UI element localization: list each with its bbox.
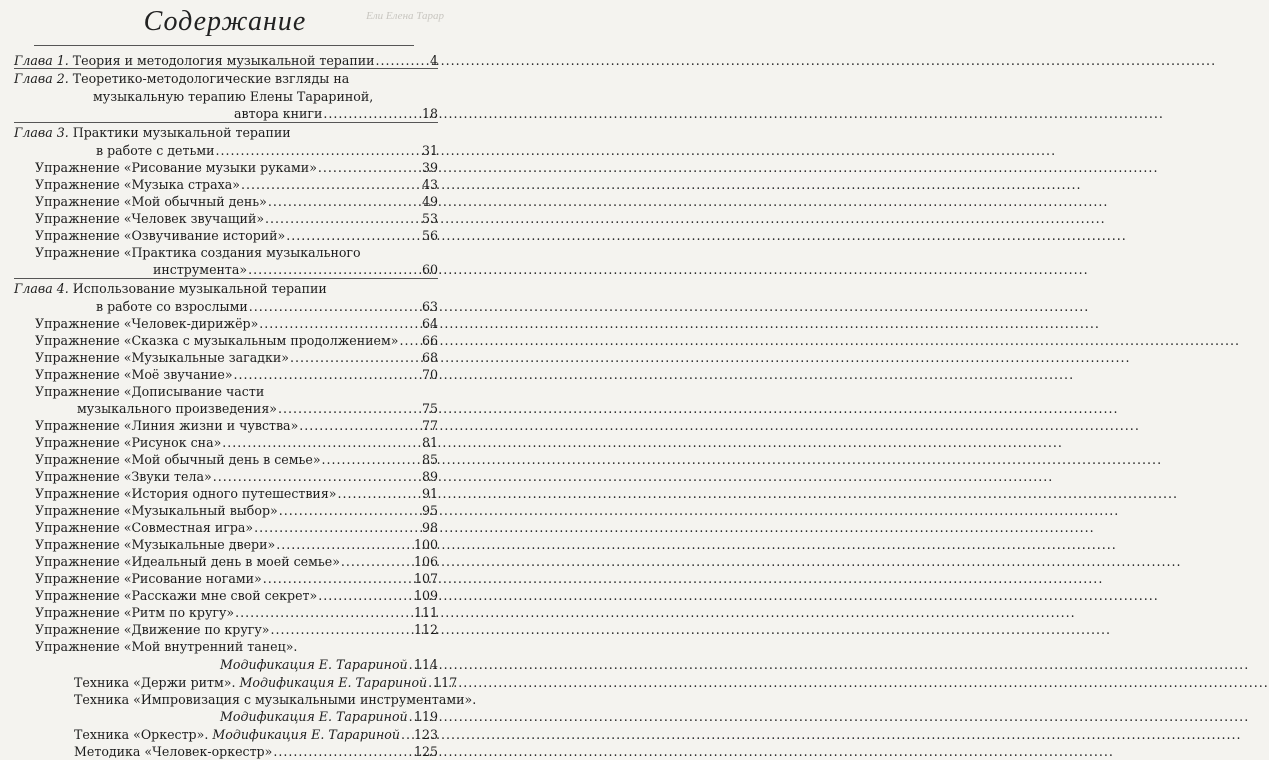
page-number: 125 (413, 744, 438, 759)
leader-dots (278, 400, 421, 417)
toc-entry (96, 298, 438, 315)
toc-entry (35, 570, 438, 587)
page-number: 4 (429, 53, 438, 68)
leader-dots (222, 434, 421, 451)
entry-text (35, 451, 321, 468)
entry-text (74, 743, 272, 760)
entry-text (35, 244, 361, 261)
entry-title: Упражнение «Мой внутренний танец». (35, 639, 298, 654)
entry-text (35, 210, 264, 227)
entry-title: Упражнение «Озвучивание историй» (35, 228, 286, 243)
leader-dots (318, 587, 413, 604)
entry-title: автора книги (234, 106, 323, 121)
page-title: Содержание (143, 6, 307, 37)
entry-title: Упражнение «Моё звучание» (35, 367, 233, 382)
entry-text (14, 70, 349, 87)
toc-entry (35, 638, 297, 655)
leader-dots (318, 159, 421, 176)
page-number: 64 (421, 316, 438, 331)
page-number: 117 (433, 675, 458, 690)
entry-text (14, 280, 327, 297)
page-number: 49 (421, 194, 438, 209)
section-divider (14, 278, 438, 279)
toc-entry (35, 485, 438, 502)
leader-dots (254, 519, 421, 536)
entry-attribution: Модификация Е. Тарариной (239, 675, 428, 690)
entry-title: Техника «Оркестр». (74, 727, 209, 742)
entry-text (35, 366, 233, 383)
entry-text (14, 124, 291, 141)
entry-text (35, 332, 398, 349)
toc-entry (220, 708, 438, 725)
entry-text (234, 105, 322, 122)
page-number: 70 (421, 367, 438, 382)
entry-text (35, 468, 212, 485)
toc-entry (74, 743, 438, 760)
entry-title: Упражнение «Музыкальные двери» (35, 537, 276, 552)
leader-dots (265, 210, 421, 227)
entry-title: музыкального произведения» (77, 401, 277, 416)
page-number: 109 (413, 588, 438, 603)
page-number: 43 (421, 177, 438, 192)
entry-title: Техника «Держи ритм». (74, 675, 236, 690)
entry-title: Упражнение «Сказка с музыкальным продолжением» (35, 333, 399, 348)
toc-entry (74, 726, 438, 743)
entry-title: Упражнение «Совместная игра» (35, 520, 254, 535)
entry-title: Практики музыкальной терапии (72, 125, 291, 140)
entry-title: Упражнение «Мой обычный день» (35, 194, 267, 209)
entry-title: Упражнение «Рисунок сна» (35, 435, 222, 450)
page-number: 111 (413, 605, 438, 620)
entry-title: Упражнение «Музыкальный выбор» (35, 503, 278, 518)
entry-title: музыкальную терапию Елены Тарариной, (93, 89, 374, 104)
page-number: 18 (421, 106, 438, 121)
entry-title: в работе со взрослыми (96, 299, 248, 314)
entry-text (74, 691, 476, 708)
entry-title: Упражнение «История одного путешествия» (35, 486, 337, 501)
entry-title: инструмента» (153, 262, 248, 277)
page-number: 100 (413, 537, 438, 552)
leader-dots (241, 176, 421, 193)
toc-entry (35, 176, 438, 193)
entry-text (35, 502, 278, 519)
entry-text (74, 726, 400, 743)
entry-text (35, 434, 221, 451)
toc-entry (35, 519, 438, 536)
leader-dots (276, 536, 413, 553)
toc-entry (220, 656, 438, 673)
entry-text (74, 674, 427, 691)
entry-title: Упражнение «Человек-дирижёр» (35, 316, 259, 331)
toc-entry (35, 621, 438, 638)
page-number: 75 (421, 401, 438, 416)
page-number: 114 (413, 657, 438, 672)
entry-text (35, 349, 289, 366)
toc-entry (35, 315, 438, 332)
entry-text (220, 708, 408, 725)
entry-text (35, 315, 258, 332)
leader-dots (341, 553, 413, 570)
entry-text (35, 570, 262, 587)
toc-entry (35, 332, 438, 349)
toc-entry (74, 691, 476, 708)
entry-attribution: Модификация Е. Тарариной (220, 657, 408, 672)
section-divider (14, 68, 438, 69)
page-number: 77 (421, 418, 438, 433)
entry-attribution: Модификация Е. Тарариной (212, 727, 401, 742)
page-number: 66 (421, 333, 438, 348)
page-number: 89 (421, 469, 438, 484)
page-number: 98 (421, 520, 438, 535)
toc-entry (35, 502, 438, 519)
entry-title: Методика «Человек-оркестр» (74, 744, 273, 759)
entry-text (35, 553, 340, 570)
page-number: 106 (413, 554, 438, 569)
entry-text (35, 227, 285, 244)
leader-dots (428, 674, 432, 691)
entry-text (77, 400, 277, 417)
entry-text (35, 383, 264, 400)
page-number: 68 (421, 350, 438, 365)
toc-entry (93, 88, 373, 105)
leader-dots (279, 502, 421, 519)
leader-dots (376, 52, 429, 69)
leader-dots (399, 332, 420, 349)
toc-entry (74, 674, 458, 691)
leader-dots (216, 142, 421, 159)
toc-entry (35, 604, 438, 621)
section-divider (14, 122, 438, 123)
page-number: 56 (421, 228, 438, 243)
leader-dots (322, 451, 421, 468)
page-number: 107 (413, 571, 438, 586)
page-number: 119 (413, 709, 438, 724)
toc-entry (35, 349, 438, 366)
toc-entry (35, 159, 438, 176)
toc-entry (96, 142, 438, 159)
entry-title: Упражнение «Рисование ногами» (35, 571, 262, 586)
toc-entry (153, 261, 438, 278)
page-number: 60 (421, 262, 438, 277)
entry-title: в работе с детьми (96, 143, 215, 158)
entry-title: Упражнение «Звуки тела» (35, 469, 212, 484)
toc-entry (35, 193, 438, 210)
toc-entry (35, 434, 438, 451)
toc-entry (77, 400, 438, 417)
leader-dots (323, 105, 421, 122)
chapter-label: Глава 2. (14, 71, 69, 86)
entry-title: Упражнение «Мой обычный день в семье» (35, 452, 321, 467)
entry-title: Упражнение «Движение по кругу» (35, 622, 270, 637)
chapter-heading (14, 52, 438, 69)
leader-dots (235, 604, 413, 621)
leader-dots (286, 227, 421, 244)
leader-dots (409, 656, 413, 673)
entry-attribution: Модификация Е. Тарариной (220, 709, 408, 724)
entry-title: Упражнение «Идеальный день в моей семье» (35, 554, 340, 569)
entry-title: Упражнение «Линия жизни и чувства» (35, 418, 299, 433)
entry-text (35, 638, 297, 655)
page-number: 95 (421, 503, 438, 518)
leader-dots (290, 349, 421, 366)
entry-text (35, 621, 270, 638)
entry-title: Теория и методология музыкальной терапии (72, 53, 375, 68)
entry-text (35, 519, 253, 536)
entry-title: Упражнение «Ритм по кругу» (35, 605, 235, 620)
chapter-label: Глава 4. (14, 281, 69, 296)
page-number: 63 (421, 299, 438, 314)
page-number: 81 (421, 435, 438, 450)
page-number: 39 (421, 160, 438, 175)
toc-entry (35, 587, 438, 604)
entry-text (96, 298, 248, 315)
entry-text (35, 485, 336, 502)
page-number: 91 (421, 486, 438, 501)
toc-entry (35, 536, 438, 553)
entry-title: Использование музыкальной терапии (72, 281, 327, 296)
chapter-label: Глава 3. (14, 125, 69, 140)
toc-entry (35, 417, 438, 434)
entry-title: Упражнение «Практика создания музыкального (35, 245, 361, 260)
entry-text (35, 193, 267, 210)
toc-entry (35, 210, 438, 227)
toc-entry (35, 553, 438, 570)
chapter-label: Глава 1. (14, 53, 69, 68)
contents-page (0, 0, 477, 759)
leader-dots (401, 726, 413, 743)
entry-title: Упражнение «Музыкальные загадки» (35, 350, 289, 365)
leader-dots (249, 298, 421, 315)
chapter-heading (14, 124, 291, 141)
entry-title: Упражнение «Рисование музыки руками» (35, 160, 317, 175)
leader-dots (299, 417, 421, 434)
entry-text (14, 52, 375, 69)
leader-dots (273, 743, 413, 760)
chapter-heading (14, 280, 327, 297)
entry-text (35, 417, 298, 434)
leader-dots (409, 708, 413, 725)
toc-entry (35, 244, 361, 261)
leader-dots (271, 621, 413, 638)
page-number: 112 (413, 622, 438, 637)
leader-dots (248, 261, 421, 278)
page-number: 31 (421, 143, 438, 158)
entry-text (35, 604, 234, 621)
entry-text (35, 159, 317, 176)
chapter-heading (14, 70, 349, 87)
entry-title: Техника «Импровизация с музыкальными инструментами». (74, 692, 477, 707)
entry-text (93, 88, 373, 105)
toc-entry (35, 451, 438, 468)
entry-title: Упражнение «Расскажи мне свой секрет» (35, 588, 318, 603)
entry-text (35, 536, 275, 553)
leader-dots (337, 485, 420, 502)
entry-title: Упражнение «Музыка страха» (35, 177, 240, 192)
page-number: 123 (413, 727, 438, 742)
entry-title: Теоретико-методологические взгляды на (72, 71, 350, 86)
toc-entry (35, 468, 438, 485)
title-divider (34, 45, 414, 46)
page-number: 53 (421, 211, 438, 226)
leader-dots (213, 468, 421, 485)
entry-text (35, 587, 317, 604)
entry-title: Упражнение «Дописывание части (35, 384, 265, 399)
leader-dots (268, 193, 421, 210)
page-number: 85 (421, 452, 438, 467)
entry-text (220, 656, 408, 673)
leader-dots (263, 570, 413, 587)
bleed-through-text: Ели Елена Тарар (366, 10, 444, 22)
entry-text (35, 176, 240, 193)
entry-text (96, 142, 215, 159)
toc-entry (35, 366, 438, 383)
leader-dots (234, 366, 421, 383)
leader-dots (259, 315, 421, 332)
toc-entry (234, 105, 438, 122)
entry-title: Упражнение «Человек звучащий» (35, 211, 265, 226)
toc-entry (35, 227, 438, 244)
entry-text (153, 261, 247, 278)
toc-entry (35, 383, 264, 400)
